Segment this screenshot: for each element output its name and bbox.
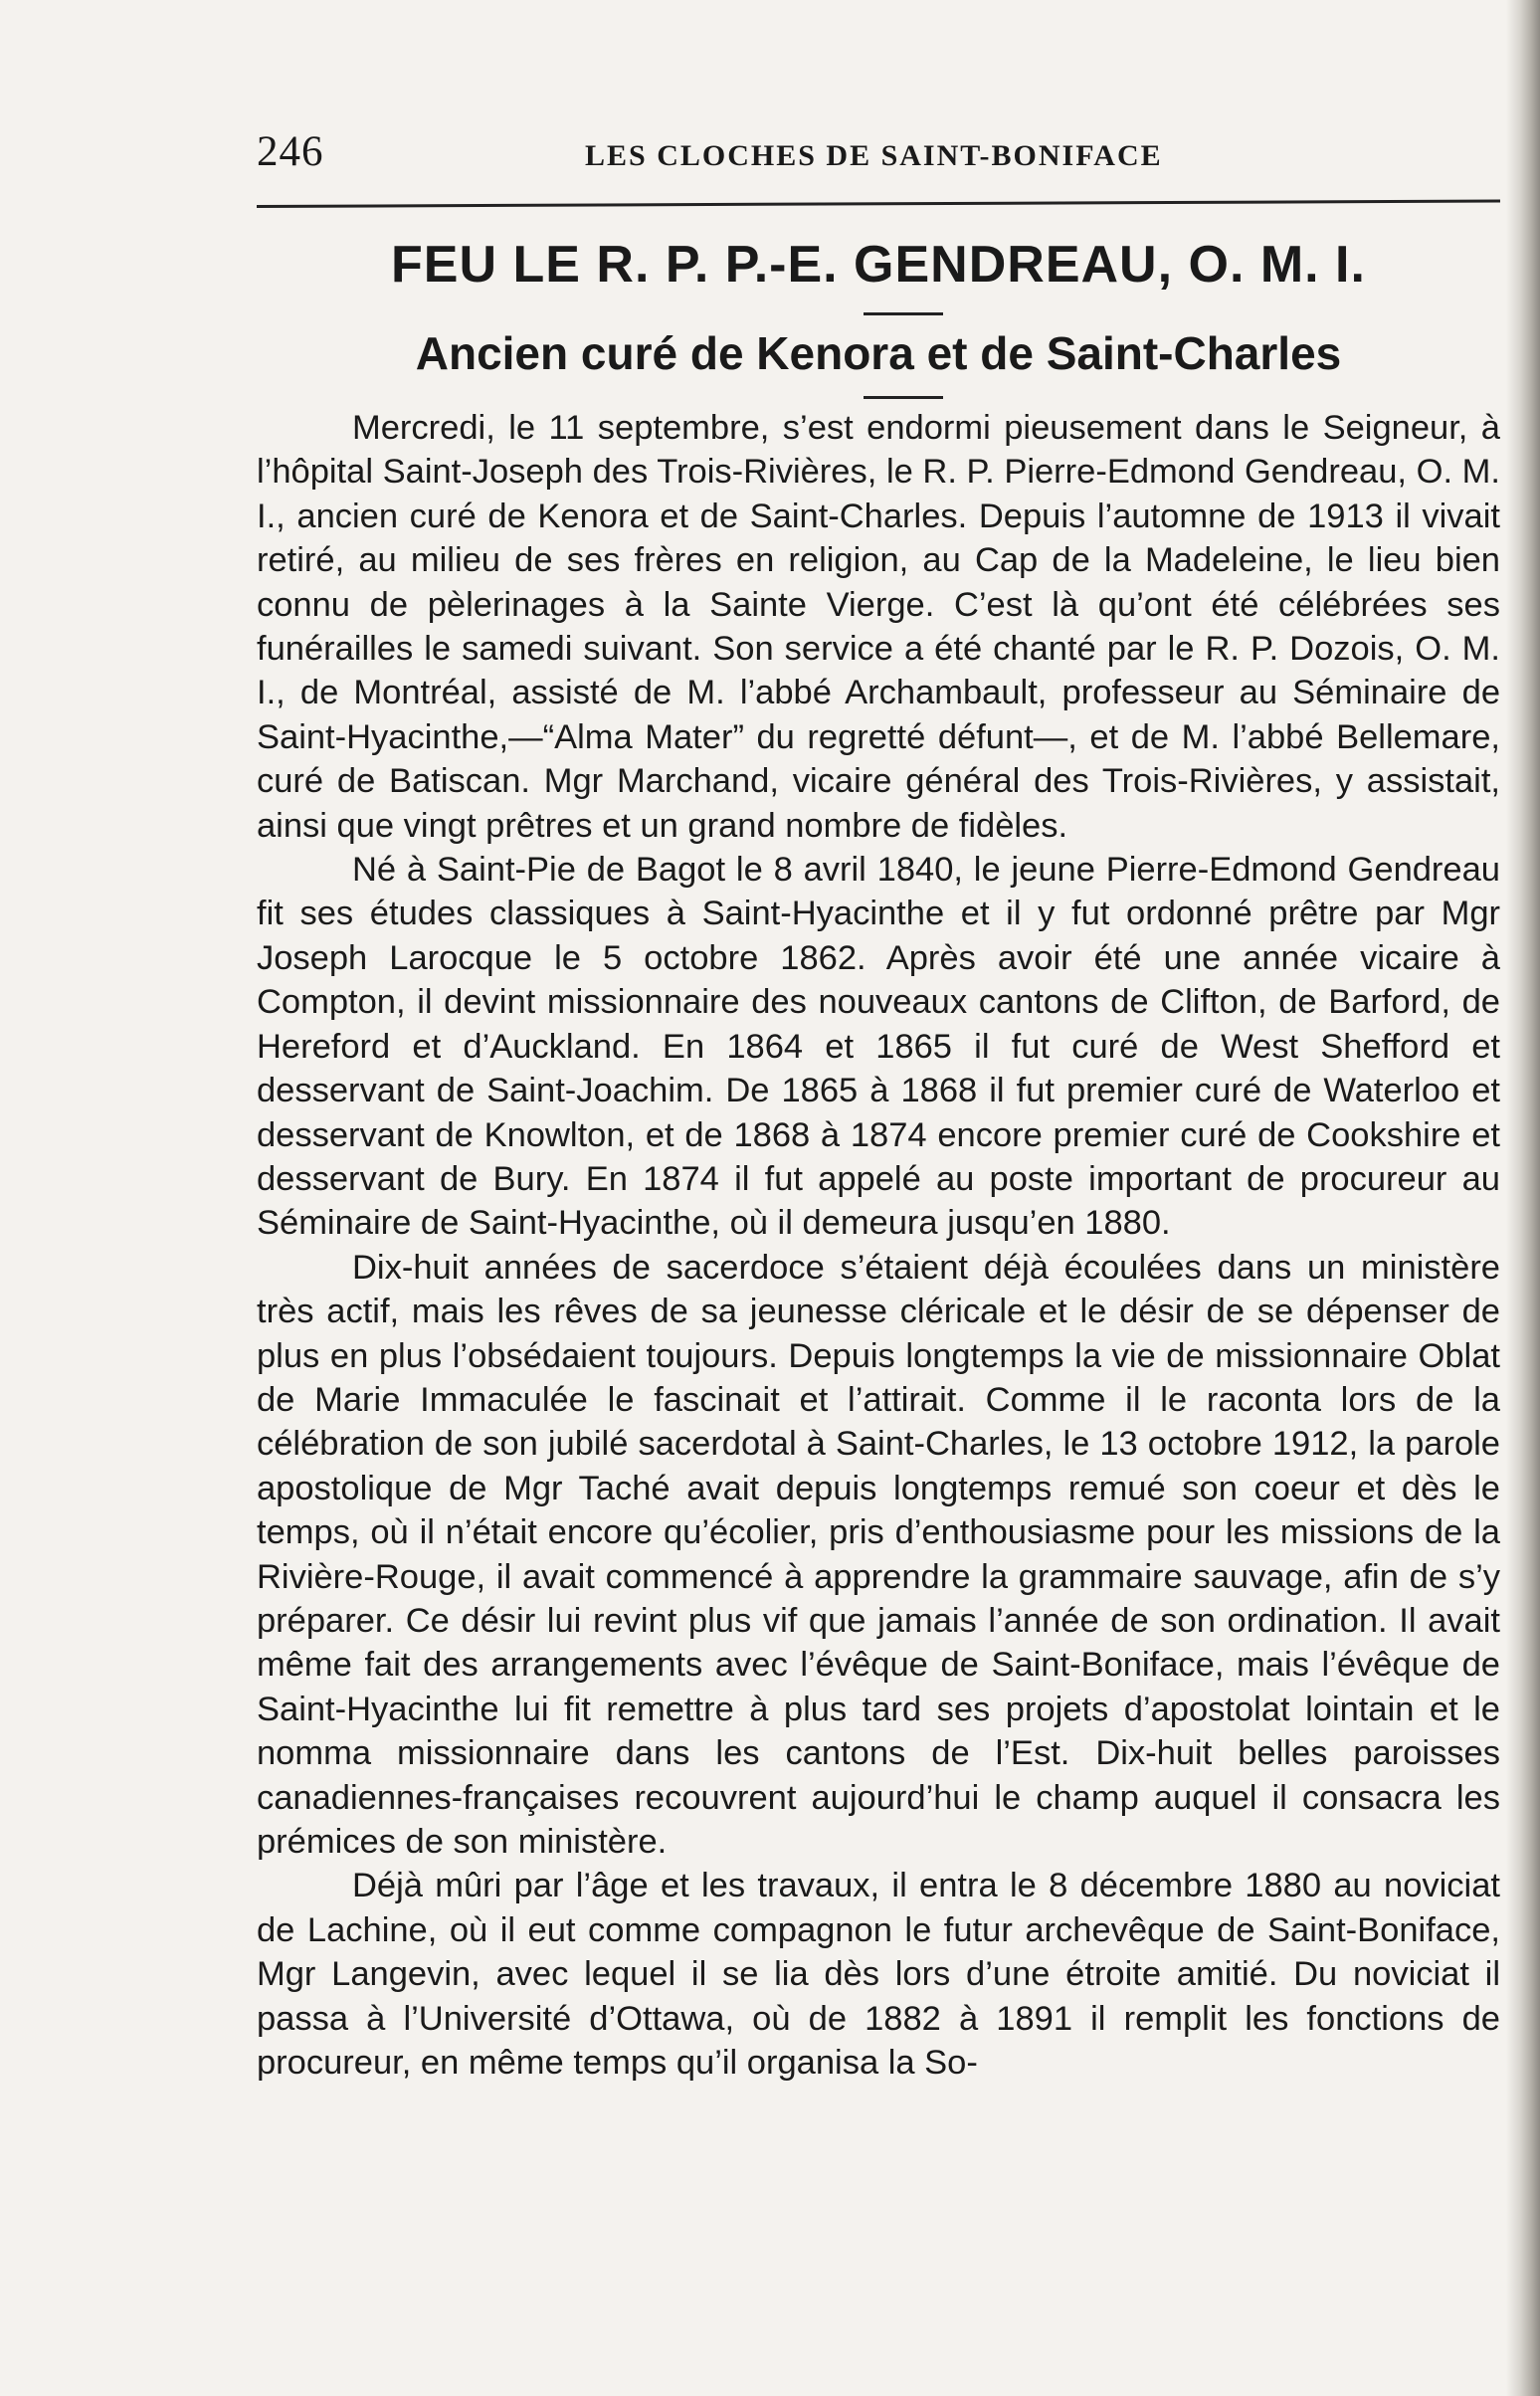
paragraph: Dix-huit années de sacerdoce s’étaient déjà écoulées dans un ministère très actif, mais les rêves de sa jeunesse cléricale et le désir de se dépenser de plus en plus l’obsédaient toujours. Depuis longtemps la vie de missionnaire Oblat de Marie Immaculée le fascinait et l’attirait. Comme il le raconta lors de la célébration de son jubilé sacerdotal à Saint-Charles, le 13 octobre 1912, la parole apostolique de Mgr Taché avait depuis longtemps remué son coeur et dès le temps, où il n’était encore qu’écolier, pris d’enthousiasme pour les missions de la Rivière-Rouge, il avait commencé à apprendre la grammaire sauvage, afin de s’y préparer. Ce désir lui revint plus vif que jamais l’année de son ordination. Il avait même fait des arrangements avec l’évêque de Saint-Boniface, mais l’évêque de Saint-Hyacinthe lui fit remettre à plus tard ses projets d’apostolat lointain et le nomma missionnaire dans les cantons de l’Est. Dix-huit belles paroisses canadiennes-françaises recouvrent aujourd’hui le champ auquel il consacra les prémices de son ministère.	[257, 1248, 1500, 1861]
subtitle-divider	[864, 396, 943, 399]
paragraph: Déjà mûri par l’âge et les travaux, il entra le 8 décembre 1880 au noviciat de Lachine, où il eut comme compagnon le futur archevêque de Saint-Boniface, Mgr Langevin, avec lequel il se lia dès lors d’une étroite amitié. Du noviciat il passa à l’Université d’Ottawa, où de 1882 à 1891 il remplit les fonctions de procureur, en même temps qu’il organisa la So-	[257, 1867, 1500, 2083]
article-title: FEU LE R. P. P.-E. GENDREAU, O. M. I.	[391, 236, 1366, 294]
article-subtitle: Ancien curé de Kenora et de Saint-Charles	[415, 327, 1342, 379]
page-edge-shadow	[1506, 0, 1540, 2396]
paragraph: Né à Saint-Pie de Bagot le 8 avril 1840, le jeune Pierre-Edmond Gendreau fit ses études classiques à Saint-Hyacinthe et il y fut ordonné prêtre par Mgr Joseph Larocque le 5 octobre 1862. Après avoir été une année vicaire à Compton, il devint missionnaire des nouveaux cantons de Clifton, de Barford, de Hereford et d’Auckland. En 1864 et 1865 il fut curé de West Shefford et desservant de Saint-Joachim. De 1865 à 1868 il fut premier curé de Waterloo et desservant de Knowlton, et de 1868 à 1874 encore premier curé de Cookshire et desservant de Bury. En 1874 il fut appelé au poste important de procureur au Séminaire de Saint-Hyacinthe, où il demeura jusqu’en 1880.	[257, 851, 1500, 1243]
header-rule	[257, 200, 1500, 208]
page-number: 246	[257, 128, 324, 175]
page-header	[257, 127, 1500, 187]
article-body	[257, 406, 1500, 2085]
running-head: LES CLOCHES DE SAINT-BONIFACE	[585, 139, 1163, 172]
paragraph: Mercredi, le 11 septembre, s’est endormi pieusement dans le Seigneur, à l’hôpital Saint-Joseph des Trois-Rivières, le R. P. Pierre-Edmond Gendreau, O. M. I., ancien curé de Kenora et de Saint-Charles. Depuis l’automne de 1913 il vivait retiré, au milieu de ses frères en religion, au Cap de la Madeleine, le lieu bien connu de pèlerinages à la Sainte Vierge. C’est là qu’ont été célébrées ses funérailles le samedi suivant. Son service a été chanté par le R. P. Dozois, O. M. I., de Montréal, assisté de M. l’abbé Archambault, professeur au Séminaire de Saint-Hyacinthe,—“Alma Mater” du regretté défunt—, et de M. l’abbé Bellemare, curé de Batiscan. Mgr Marchand, vicaire général des Trois-Rivières, y assistait, ainsi que vingt prêtres et un grand nombre de fidèles.	[257, 409, 1500, 845]
title-divider	[864, 312, 943, 315]
